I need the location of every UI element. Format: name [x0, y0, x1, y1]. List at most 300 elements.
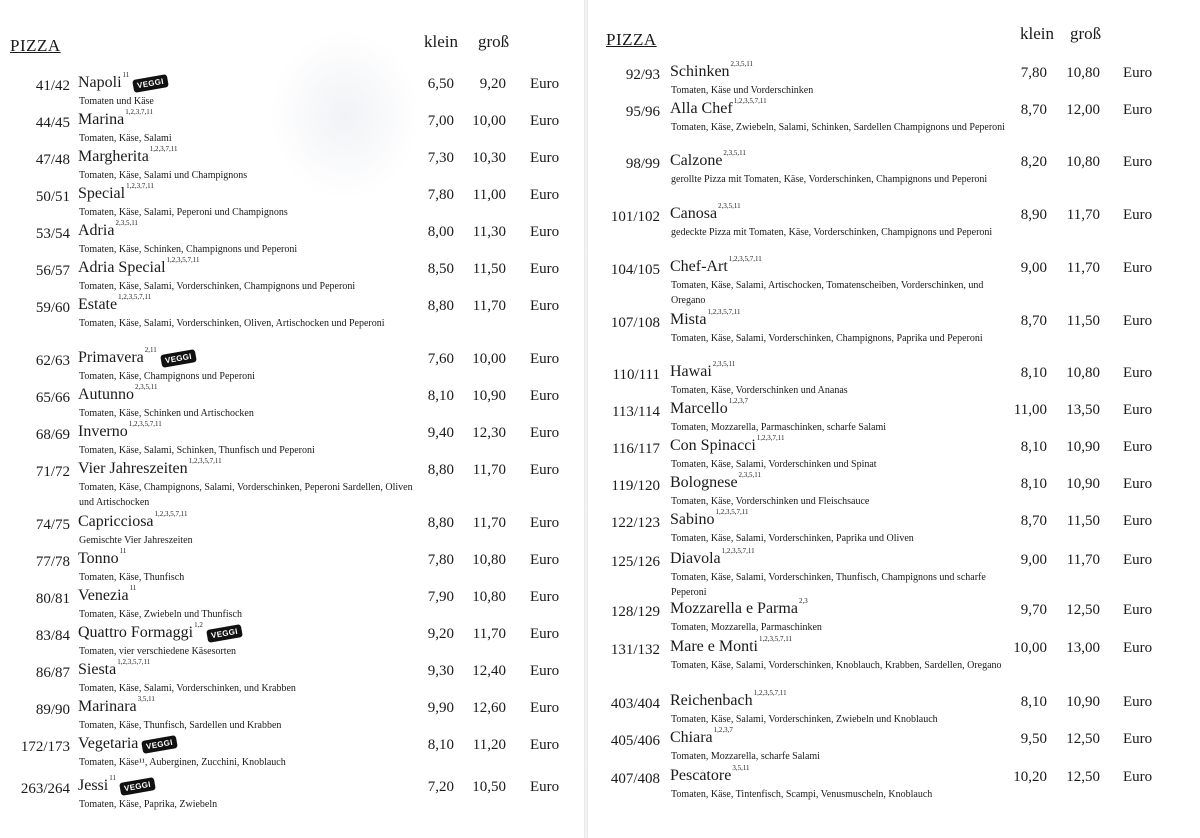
column-header-small: klein: [1020, 24, 1054, 43]
item-name-text: Quattro Formaggi: [78, 624, 194, 641]
item-name-text: Bolognese: [670, 474, 738, 491]
allergen-codes: 1,2,3,5,7,11: [154, 510, 188, 518]
item-description: gedeckte Pizza mit Tomaten, Käse, Vorderschinken, Champignons und Peperoni: [671, 227, 993, 238]
item-name-text: Mozzarella e Parma: [670, 600, 798, 617]
allergen-codes: 11: [122, 71, 130, 79]
price-small: 7,60: [427, 351, 454, 367]
item-name-text: Mista: [670, 311, 707, 328]
allergen-codes: 1,2,3,5,7,11: [118, 293, 152, 301]
item-number: 98/99: [625, 156, 660, 172]
item-number: 92/93: [625, 67, 660, 83]
item-name-text: Calzone: [670, 152, 723, 169]
item-number: 53/54: [35, 226, 70, 242]
allergen-codes: 2,3,5,11: [718, 202, 741, 210]
allergen-codes: 1,2,3,5,7,11: [188, 457, 222, 465]
item-name-text: Siesta: [78, 661, 117, 678]
menu-item: [0, 584, 580, 627]
item-name-text: Inverno: [78, 423, 128, 440]
item-name-text: Hawai: [670, 363, 712, 380]
currency-label: Euro: [530, 552, 560, 568]
item-number: 80/81: [35, 591, 70, 607]
item-name-text: Jessi: [78, 777, 109, 794]
item-description: Tomaten, Käse, Vorderschinken und Fleischsauce: [671, 496, 870, 507]
item-name-text: Venezia: [78, 587, 129, 604]
currency-label: Euro: [1123, 476, 1153, 492]
allergen-codes: 1,2,3,7: [713, 726, 733, 734]
price-small: 9,40: [427, 425, 454, 441]
allergen-codes: 2,3,5,11: [712, 360, 736, 368]
menu-item: [588, 255, 1188, 306]
menu-item: [0, 774, 580, 817]
allergen-codes: 11: [119, 547, 127, 555]
item-name-text: Vier Jahreszeiten: [78, 460, 188, 477]
menu-item: [0, 658, 580, 701]
item-name-text: Adria: [78, 222, 115, 239]
price-small: 7,80: [427, 187, 454, 203]
menu-item: [0, 383, 580, 426]
item-description: Tomaten, Käse, Salami, Vorderschinken und Spinat: [671, 459, 877, 470]
item-number: 116/117: [611, 441, 660, 457]
item-description: Tomaten, Käse, Salami, Vorderschinken, Knoblauch, Krabben, Sardellen, Oregano: [671, 660, 1002, 671]
price-large: 10,90: [1066, 439, 1100, 455]
item-description: Tomaten, Käse, Zwiebeln und Thunfisch: [79, 609, 242, 620]
price-small: 8,70: [1020, 102, 1047, 118]
item-name-text: Estate: [78, 296, 118, 313]
currency-label: Euro: [530, 663, 560, 679]
price-small: 8,10: [1020, 439, 1047, 455]
allergen-codes: 1,2,3,7,11: [125, 108, 153, 116]
allergen-codes: 1,2,3,5,7,11: [715, 508, 749, 516]
item-description: Tomaten, Käse, Zwiebeln, Salami, Schinken, Sardellen Champignons und Peperoni: [671, 122, 1005, 133]
price-small: 7,00: [427, 113, 454, 129]
item-description: Tomaten, Mozzarella, scharfe Salami: [671, 751, 820, 762]
price-small: 8,00: [427, 224, 454, 240]
price-large: 10,80: [1066, 154, 1100, 170]
currency-label: Euro: [1123, 207, 1153, 223]
currency-label: Euro: [530, 224, 560, 240]
item-name-text: Special: [78, 185, 126, 202]
item-name-text: Pescatore: [670, 767, 732, 784]
currency-label: Euro: [1123, 552, 1153, 568]
price-small: 7,90: [427, 589, 454, 605]
currency-label: Euro: [530, 626, 560, 642]
item-description: Tomaten, Käse, Salami, Vorderschinken, Zwiebeln und Knoblauch: [671, 714, 938, 725]
item-number: 41/42: [35, 78, 70, 94]
item-description: Tomaten, Käse, Salami, Peperoni und Champignons: [79, 207, 288, 218]
item-name-text: Capricciosa: [78, 513, 154, 530]
allergen-codes: 2,11: [144, 346, 157, 354]
price-small: 8,50: [427, 261, 454, 277]
menu-item: [588, 149, 1188, 192]
menu-item: [588, 635, 1188, 678]
item-number: 131/132: [610, 642, 660, 658]
item-number: 107/108: [610, 315, 660, 331]
currency-label: Euro: [1123, 694, 1153, 710]
item-number: 407/408: [610, 771, 660, 787]
currency-label: Euro: [1123, 65, 1153, 81]
allergen-codes: 1,2,3,5,7,11: [733, 97, 767, 105]
menu-item: [588, 397, 1188, 440]
item-name-text: Chef-Art: [670, 258, 728, 275]
price-large: 11,20: [472, 737, 506, 753]
item-number: 59/60: [35, 300, 70, 316]
allergen-codes: 2,3: [798, 597, 808, 605]
price-large: 12,50: [1066, 731, 1100, 747]
item-number: 56/57: [35, 263, 70, 279]
item-number: 89/90: [35, 702, 70, 718]
item-name-text: Adria Special: [78, 259, 166, 276]
item-number: 128/129: [610, 604, 660, 620]
currency-label: Euro: [530, 700, 560, 716]
allergen-codes: 2,3,5,11: [135, 383, 158, 391]
price-large: 12,50: [1066, 602, 1100, 618]
price-small: 11,00: [1013, 402, 1047, 418]
item-name-text: Margherita: [78, 148, 149, 165]
allergen-codes: 2,3,5,11: [730, 60, 754, 68]
price-small: 8,70: [1020, 513, 1047, 529]
price-large: 9,20: [479, 76, 506, 92]
item-name-text: Canosa: [670, 205, 718, 222]
price-small: 6,50: [427, 76, 454, 92]
price-small: 10,00: [1013, 640, 1047, 656]
price-small: 8,10: [427, 388, 454, 404]
item-description: Tomaten, Käse, Salami, Artischocken, Tomatenscheiben, Vorderschinken, und Oregano: [671, 280, 984, 306]
price-large: 11,70: [472, 515, 506, 531]
price-small: 9,00: [1020, 260, 1047, 276]
price-large: 11,70: [472, 298, 506, 314]
allergen-codes: 1,2,3,5,7,11: [758, 635, 792, 643]
item-description: Tomaten, Käse, Vorderschinken und Ananas: [671, 385, 848, 396]
allergen-codes: 1,2,3,5,7,11: [728, 255, 762, 263]
item-description: Tomaten, Käse, Salami, Vorderschinken, Thunfisch, Champignons und scharfe Peperoni: [671, 572, 986, 598]
allergen-codes: 3,5,11: [137, 695, 155, 703]
item-number: 119/120: [611, 478, 660, 494]
menu-item: [0, 510, 580, 553]
menu-item: [588, 689, 1188, 732]
menu-item: [0, 71, 580, 114]
item-description: Gemischte Vier Jahreszeiten: [79, 535, 193, 546]
currency-label: Euro: [530, 187, 560, 203]
currency-label: Euro: [1123, 402, 1153, 418]
item-description: Tomaten, Mozzarella, Parmaschinken: [671, 622, 822, 633]
item-name-text: Marcello: [670, 400, 728, 417]
price-small: 9,30: [427, 663, 454, 679]
item-number: 62/63: [35, 353, 70, 369]
menu-item: [588, 434, 1188, 477]
price-small: 8,90: [1020, 207, 1047, 223]
item-description: Tomaten, Käse, Schinken, Champignons und Peperoni: [79, 244, 298, 255]
item-number: 101/102: [610, 209, 660, 225]
price-small: 8,10: [1020, 476, 1047, 492]
currency-label: Euro: [530, 351, 560, 367]
allergen-codes: 2,3,5,11: [115, 219, 138, 227]
veggi-badge: VEGGI: [119, 777, 156, 796]
price-small: 9,20: [427, 626, 454, 642]
price-large: 11,50: [472, 261, 506, 277]
allergen-codes: 1,2,3,7: [728, 397, 748, 405]
item-name-text: Marinara: [78, 698, 137, 715]
item-description: Tomaten, Käse, Thunfisch: [79, 572, 185, 583]
item-name-text: Reichenbach: [670, 692, 753, 709]
menu-item: [588, 764, 1188, 807]
section-heading: PIZZA: [606, 30, 657, 49]
item-description: Tomaten, Käse, Champignons, Salami, Vorderschinken, Peperoni Sardellen, Oliven und Artischocken: [79, 482, 413, 508]
currency-label: Euro: [1123, 602, 1153, 618]
menu-item: [588, 508, 1188, 551]
item-number: 68/69: [35, 427, 70, 443]
item-description: Tomaten, Käse, Salami, Vorderschinken, Champignons, Paprika und Peperoni: [671, 333, 983, 344]
item-number: 263/264: [20, 781, 70, 797]
item-number: 110/111: [612, 367, 660, 383]
item-description: Tomaten, Käse und Vorderschinken: [671, 85, 814, 96]
menu-item: [0, 735, 580, 775]
item-name-text: Alla Chef: [670, 100, 733, 117]
price-large: 11,70: [472, 626, 506, 642]
item-description: Tomaten, Käse, Schinken und Artischocken: [79, 408, 254, 419]
price-small: 7,80: [427, 552, 454, 568]
item-name-text: Sabino: [670, 511, 715, 528]
item-description: Tomaten, Käse, Salami und Champignons: [79, 170, 248, 181]
price-large: 13,00: [1066, 640, 1100, 656]
menu-item: [0, 420, 580, 463]
allergen-codes: 1,2,3,5,7,11: [128, 420, 162, 428]
item-name-text: Chiara: [670, 729, 713, 746]
item-description: Tomaten, Käse, Salami, Vorderschinken, Champignons und Peperoni: [79, 281, 356, 292]
menu-item: [0, 145, 580, 188]
price-large: 12,50: [1066, 769, 1100, 785]
allergen-codes: 1,2,3,5,7,11: [721, 547, 755, 555]
item-description: Tomaten und Käse: [79, 96, 154, 107]
price-large: 11,70: [472, 462, 506, 478]
item-name-text: Diavola: [670, 550, 721, 567]
price-small: 8,10: [427, 737, 454, 753]
price-large: 11,70: [1066, 207, 1100, 223]
item-number: 65/66: [35, 390, 70, 406]
item-number: 77/78: [35, 554, 70, 570]
currency-label: Euro: [1123, 313, 1153, 329]
item-number: 83/84: [35, 628, 70, 644]
veggi-badge: VEGGI: [132, 74, 169, 93]
item-name-text: Mare e Monti: [670, 638, 758, 655]
item-description: Tomaten, Käse, Salami, Vorderschinken, und Krabben: [79, 683, 296, 694]
currency-label: Euro: [530, 76, 560, 92]
menu-item: [0, 182, 580, 225]
price-large: 10,80: [1066, 65, 1100, 81]
price-large: 12,00: [1066, 102, 1100, 118]
price-small: 9,70: [1020, 602, 1047, 618]
currency-label: Euro: [530, 589, 560, 605]
item-number: 104/105: [610, 262, 660, 278]
price-large: 10,80: [472, 589, 506, 605]
price-small: 7,30: [427, 150, 454, 166]
price-large: 11,70: [1066, 260, 1100, 276]
menu-page-right: [588, 0, 1200, 838]
item-name-text: Primavera: [78, 349, 144, 366]
currency-label: Euro: [530, 388, 560, 404]
currency-label: Euro: [530, 515, 560, 531]
price-large: 10,90: [472, 388, 506, 404]
allergen-codes: 1,2,3,7,11: [756, 434, 785, 442]
item-description: Tomaten, Käse, Tintenfisch, Scampi, Venusmuscheln, Knoblauch: [671, 789, 933, 800]
currency-label: Euro: [530, 150, 560, 166]
currency-label: Euro: [1123, 513, 1153, 529]
item-description: Tomaten, Käse, Salami, Vorderschinken, Paprika und Oliven: [671, 533, 914, 544]
menu-item: [588, 726, 1188, 769]
currency-label: Euro: [1123, 260, 1153, 276]
price-large: 10,90: [1066, 694, 1100, 710]
menu-item: [0, 695, 580, 738]
veggi-badge: VEGGI: [206, 624, 243, 643]
allergen-codes: 11: [109, 774, 116, 782]
item-description: Tomaten, Käse, Salami, Vorderschinken, Oliven, Artischocken und Peperoni: [79, 318, 385, 329]
price-large: 13,50: [1066, 402, 1100, 418]
item-description: Tomaten, Käse, Paprika, Zwiebeln: [79, 799, 218, 810]
menu-item: [0, 219, 580, 262]
veggi-badge: VEGGI: [142, 735, 179, 754]
currency-label: Euro: [1123, 769, 1153, 785]
price-small: 8,10: [1020, 365, 1047, 381]
menu-item: [0, 293, 580, 336]
currency-label: Euro: [530, 462, 560, 478]
price-large: 10,80: [472, 552, 506, 568]
price-small: 7,80: [1020, 65, 1047, 81]
price-small: 8,70: [1020, 313, 1047, 329]
item-number: 172/173: [20, 739, 70, 755]
item-name-text: Vegetaria: [78, 735, 139, 752]
item-description: Tomaten, Käse, Thunfisch, Sardellen und Krabben: [79, 720, 282, 731]
item-number: 74/75: [35, 517, 70, 533]
item-name-text: Napoli: [78, 74, 122, 91]
price-large: 12,30: [472, 425, 506, 441]
column-header-small: klein: [424, 32, 458, 51]
menu-item: [588, 308, 1188, 351]
item-description: Tomaten, vier verschiedene Käsesorten: [79, 646, 237, 657]
currency-label: Euro: [530, 298, 560, 314]
item-number: 71/72: [35, 464, 70, 480]
currency-label: Euro: [1123, 102, 1153, 118]
item-number: 86/87: [35, 665, 70, 681]
price-large: 11,50: [1066, 313, 1100, 329]
item-description: gerollte Pizza mit Tomaten, Käse, Vorderschinken, Champignons und Peperoni: [671, 174, 988, 185]
item-description: Tomaten, Käse, Champignons und Peperoni: [79, 371, 255, 382]
price-small: 9,50: [1020, 731, 1047, 747]
item-number: 44/45: [35, 115, 70, 131]
currency-label: Euro: [530, 113, 560, 129]
item-number: 47/48: [35, 152, 70, 168]
allergen-codes: 1,2,3,7,11: [149, 145, 178, 153]
currency-label: Euro: [530, 425, 560, 441]
item-description: Tomaten, Käse, Salami: [79, 133, 172, 144]
price-large: 11,00: [472, 187, 506, 203]
item-number: 50/51: [35, 189, 70, 205]
price-small: 8,80: [427, 515, 454, 531]
price-large: 11,50: [1066, 513, 1100, 529]
currency-label: Euro: [1123, 640, 1153, 656]
currency-label: Euro: [1123, 731, 1153, 747]
currency-label: Euro: [1123, 439, 1153, 455]
menu-page-left: [0, 0, 584, 838]
item-name-text: Schinken: [670, 63, 730, 80]
menu-item: [588, 97, 1188, 140]
price-large: 11,70: [1066, 552, 1100, 568]
allergen-codes: 1,2,3,5,7,11: [707, 308, 741, 316]
price-small: 7,20: [427, 779, 454, 795]
item-description: Tomaten, Käse¹¹, Auberginen, Zucchini, Knoblauch: [79, 757, 286, 768]
item-description: Tomaten, Käse, Salami, Schinken, Thunfisch und Peperoni: [79, 445, 315, 456]
price-large: 10,00: [472, 351, 506, 367]
item-number: 125/126: [610, 554, 660, 570]
currency-label: Euro: [1123, 365, 1153, 381]
menu-item: [588, 547, 1188, 598]
allergen-codes: 1,2,3,5,7,11: [117, 658, 151, 666]
price-large: 10,50: [472, 779, 506, 795]
price-small: 8,80: [427, 298, 454, 314]
menu-item: [0, 346, 580, 389]
allergen-codes: 1,2,3,5,7,11: [166, 256, 200, 264]
menu-item: [588, 202, 1188, 245]
item-number: 122/123: [610, 515, 660, 531]
menu-item: [0, 457, 580, 508]
item-number: 95/96: [625, 104, 660, 120]
allergen-codes: 3,5,11: [732, 764, 750, 772]
menu-item: [588, 60, 1188, 103]
column-header-large: groß: [1070, 24, 1102, 43]
item-name-text: Marina: [78, 111, 125, 128]
price-small: 10,20: [1013, 769, 1047, 785]
column-header-large: groß: [478, 32, 510, 51]
menu-item: [588, 471, 1188, 514]
section-heading: PIZZA: [10, 36, 61, 55]
menu-item: [588, 597, 1188, 640]
item-number: 113/114: [611, 404, 660, 420]
currency-label: Euro: [530, 261, 560, 277]
price-large: 10,00: [472, 113, 506, 129]
allergen-codes: 11: [129, 584, 137, 592]
menu-item: [0, 621, 580, 664]
price-large: 12,60: [472, 700, 506, 716]
currency-label: Euro: [530, 779, 560, 795]
menu-item: [0, 256, 580, 299]
price-small: 9,90: [427, 700, 454, 716]
item-name-text: Tonno: [78, 550, 119, 567]
price-small: 9,00: [1020, 552, 1047, 568]
price-large: 10,90: [1066, 476, 1100, 492]
price-small: 8,10: [1020, 694, 1047, 710]
price-large: 11,30: [472, 224, 506, 240]
allergen-codes: 1,2,3,7,11: [126, 182, 154, 190]
currency-label: Euro: [530, 737, 560, 753]
menu-item: [0, 108, 580, 151]
item-number: 403/404: [610, 696, 660, 712]
currency-label: Euro: [1123, 154, 1153, 170]
price-large: 10,80: [1066, 365, 1100, 381]
item-name-text: Con Spinacci: [670, 437, 756, 454]
item-name-text: Autunno: [78, 386, 134, 403]
price-large: 12,40: [472, 663, 506, 679]
menu-item: [0, 547, 580, 590]
allergen-codes: 2,3,5,11: [723, 149, 746, 157]
price-small: 8,80: [427, 462, 454, 478]
item-description: Tomaten, Mozzarella, Parmaschinken, scharfe Salami: [671, 422, 887, 433]
menu-item: [588, 360, 1188, 403]
veggi-badge: VEGGI: [160, 349, 197, 368]
allergen-codes: 1,2,3,5,7,11: [753, 689, 787, 697]
item-number: 405/406: [610, 733, 660, 749]
allergen-codes: 1,2: [194, 621, 203, 629]
allergen-codes: 2,3,5,11: [738, 471, 762, 479]
price-large: 10,30: [472, 150, 506, 166]
price-small: 8,20: [1020, 154, 1047, 170]
